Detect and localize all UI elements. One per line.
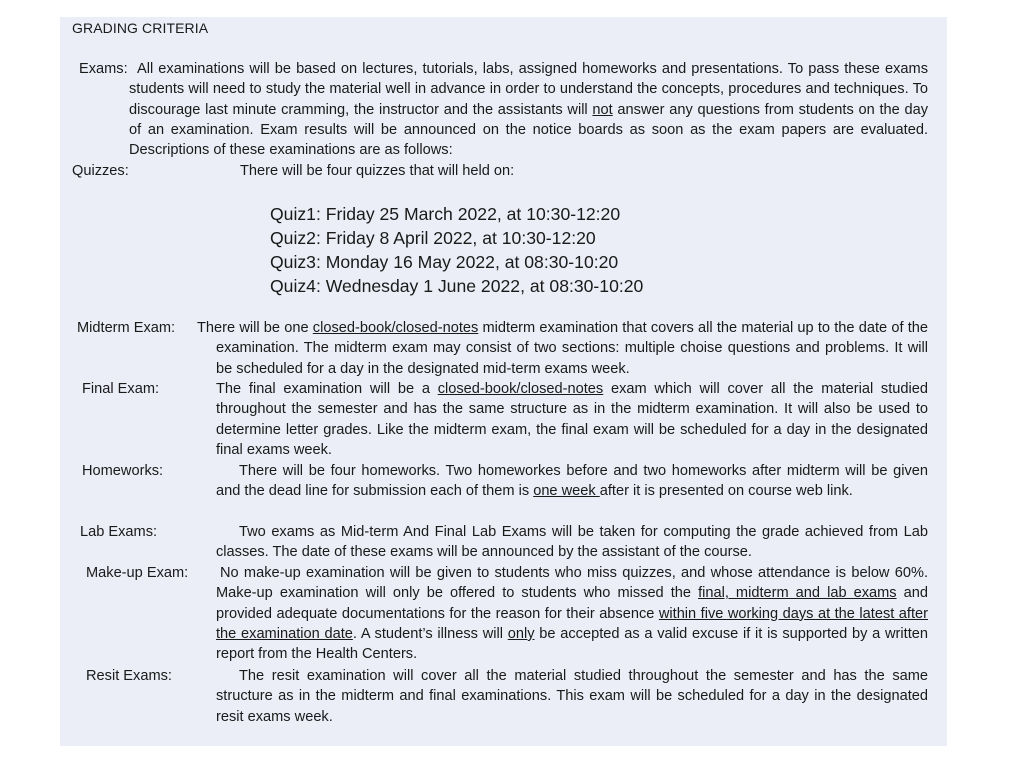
exams-paragraph: Exams: All examinations will be based on lectures, tutorials, labs, assigned homeworks and presentations. To pass these exams students will need to study the material well in advance in order to understand the concepts, procedures and techniques. To discourage last minute cramming, the instructor and the assistants will not answer any questions from students on the day of an examination. Exam results will be announced on the notice boards as soon as the exam papers are evaluated. Descriptions of these examinations are as follows: [79,61,928,159]
quizzes-label: Quizzes: [72,163,129,179]
exams-label: Exams: [79,61,128,77]
lab-exams-label: Lab Exams: [80,524,158,540]
quiz-item: Quiz1: Friday 25 March 2022, at 10:30-12:20 [270,204,621,224]
midterm-label: Midterm Exam: [77,320,176,336]
homeworks-label: Homeworks: [82,463,164,479]
grading-criteria-heading: GRADING CRITERIA [72,20,209,36]
final-label: Final Exam: [82,381,160,397]
quiz-item: Quiz3: Monday 16 May 2022, at 08:30-10:20 [270,252,619,272]
quiz-schedule-list [270,202,643,298]
quiz-item: Quiz4: Wednesday 1 June 2022, at 08:30-10:20 [270,276,644,296]
resit-label: Resit Exams: [86,668,172,684]
quiz-item: Quiz2: Friday 8 April 2022, at 10:30-12:20 [270,228,596,248]
homeworks-paragraph: Homeworks: There will be four homeworks. Two homeworkes before and two homeworks after midterm will be given and the dead line for submission each of them is one week after it is presented on course web link. [82,463,928,500]
final-paragraph: Final Exam: The final examination will be a closed-book/closed-notes exam which will cover all the material studied throughout the semester and has the same structure as in the midterm examination. It will also be used to determine letter grades. Like the midterm exam, the final exam will be scheduled for a day in the designated final exams week. [82,381,928,458]
midterm-paragraph: Midterm Exam: There will be one closed-book/closed-notes midterm examination that covers all the material up to the date of the examination. The midterm exam may consist of two sections: multiple choise questions and problems. It will be scheduled for a day in the designated mid-term exams week. [77,320,928,377]
makeup-paragraph: Make-up Exam: No make-up examination will be given to students who miss quizzes, and whose attendance is below 60%. Make-up examination will only be offered to students who missed the final, midterm and lab exams and provided adequate documentations for the reason for their absence within five working days at the latest after the examination date. A student’s illness will only be accepted as a valid excuse if it is supported by a written report from the Health Centers. [86,565,929,663]
makeup-label: Make-up Exam: [86,565,189,581]
lab-exams-paragraph: Lab Exams: Two exams as Mid-term And Final Lab Exams will be taken for computing the grade achieved from Lab classes. The date of these exams will be announced by the assistant of the course. [80,524,928,561]
quizzes-text: There will be four quizzes that will held on: [240,163,515,179]
resit-paragraph: Resit Exams: The resit examination will cover all the material studied throughout the semester and has the same structure as in the midterm and final examinations. This exam will be scheduled for a day in the designated resit exams week. [86,668,928,725]
